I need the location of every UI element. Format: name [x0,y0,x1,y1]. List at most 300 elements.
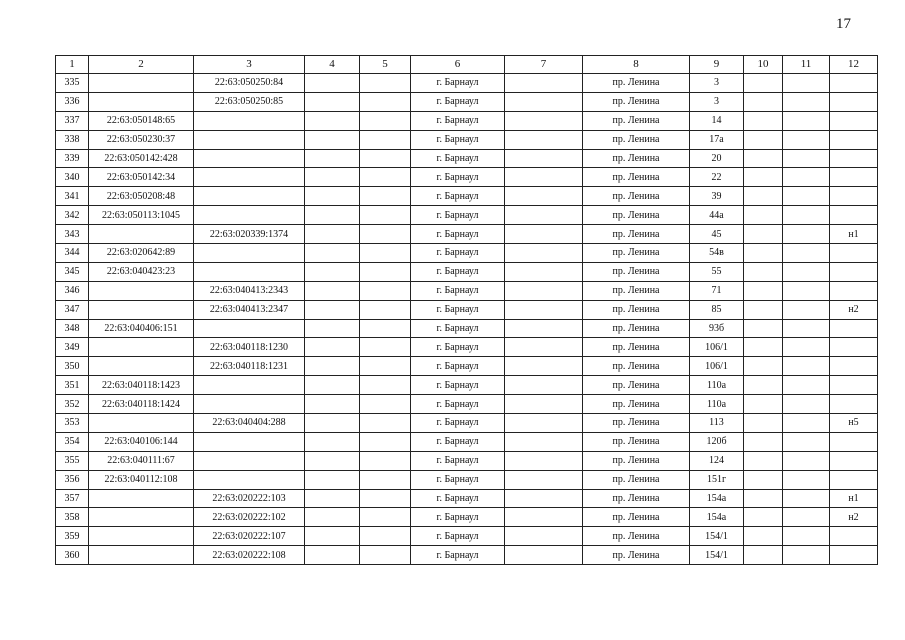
cell-cadastral-number-land [89,225,194,244]
cell-cadastral-number-object [194,470,305,489]
cell-note [830,74,878,93]
cell-house-number: 3 [690,74,744,93]
cell-col-5 [360,432,411,451]
cell-col-7 [505,187,583,206]
cell-house-number: 39 [690,187,744,206]
cell-col-11 [783,470,830,489]
cell-col-4 [305,111,360,130]
cell-col-7 [505,168,583,187]
cell-row-number: 340 [56,168,89,187]
cell-cadastral-number-land: 22:63:050142:34 [89,168,194,187]
table-row [56,470,878,489]
cell-house-number: 54в [690,244,744,263]
cell-settlement: г. Барнаул [411,489,505,508]
table-body [56,74,878,565]
table-row [56,281,878,300]
cell-row-number: 360 [56,546,89,565]
table-row [56,395,878,414]
cell-street: пр. Ленина [583,338,690,357]
cell-house-number: 154а [690,489,744,508]
cell-col-4 [305,470,360,489]
cell-col-4 [305,149,360,168]
cell-cadastral-number-object: 22:63:040413:2343 [194,281,305,300]
cell-cadastral-number-object: 22:63:050250:85 [194,92,305,111]
cell-street: пр. Ленина [583,451,690,470]
cell-col-4 [305,187,360,206]
table-row [56,206,878,225]
cell-settlement: г. Барнаул [411,432,505,451]
cell-col-5 [360,187,411,206]
table-row [56,489,878,508]
cell-col-7 [505,508,583,527]
cell-col-4 [305,508,360,527]
cell-note [830,395,878,414]
cell-note [830,357,878,376]
cell-row-number: 359 [56,527,89,546]
cell-col-7 [505,206,583,225]
cell-col-7 [505,244,583,263]
cell-row-number: 354 [56,432,89,451]
cell-col-7 [505,281,583,300]
cell-street: пр. Ленина [583,300,690,319]
column-header-12: 12 [830,56,878,74]
cell-cadastral-number-land [89,489,194,508]
cell-cadastral-number-object [194,262,305,281]
cell-cadastral-number-land [89,527,194,546]
cell-col-10 [744,262,783,281]
cell-settlement: г. Барнаул [411,546,505,565]
column-header-1: 1 [56,56,89,74]
table-row [56,319,878,338]
cell-cadastral-number-object [194,244,305,263]
cell-house-number: 44а [690,206,744,225]
cell-cadastral-number-object [194,111,305,130]
table-row [56,546,878,565]
table-row [56,508,878,527]
cell-col-5 [360,225,411,244]
cell-cadastral-number-land [89,300,194,319]
cell-cadastral-number-land [89,74,194,93]
cell-street: пр. Ленина [583,244,690,263]
table-row [56,262,878,281]
cell-col-11 [783,432,830,451]
cell-col-10 [744,187,783,206]
cell-row-number: 345 [56,262,89,281]
cell-cadastral-number-object [194,130,305,149]
cell-house-number: 20 [690,149,744,168]
page-number: 17 [836,16,851,32]
cell-street: пр. Ленина [583,395,690,414]
cell-col-11 [783,414,830,433]
cell-col-10 [744,357,783,376]
cell-col-11 [783,338,830,357]
cell-col-4 [305,527,360,546]
cell-house-number: 113 [690,414,744,433]
column-header-7: 7 [505,56,583,74]
column-header-4: 4 [305,56,360,74]
cell-col-4 [305,281,360,300]
cell-note: н5 [830,414,878,433]
cell-row-number: 346 [56,281,89,300]
cell-house-number: 110а [690,376,744,395]
cell-cadastral-number-land: 22:63:040118:1423 [89,376,194,395]
cell-cadastral-number-object: 22:63:040118:1231 [194,357,305,376]
table-row [56,414,878,433]
cell-cadastral-number-object [194,187,305,206]
cell-house-number: 45 [690,225,744,244]
table-row [56,187,878,206]
cell-col-5 [360,414,411,433]
cell-house-number: 22 [690,168,744,187]
cell-row-number: 349 [56,338,89,357]
cell-col-11 [783,74,830,93]
cell-street: пр. Ленина [583,376,690,395]
cell-cadastral-number-object: 22:63:040404:288 [194,414,305,433]
cell-note [830,206,878,225]
cell-col-10 [744,451,783,470]
cell-cadastral-number-object [194,451,305,470]
cell-col-5 [360,338,411,357]
table-row [56,74,878,93]
cell-street: пр. Ленина [583,111,690,130]
cell-settlement: г. Барнаул [411,130,505,149]
cell-col-11 [783,281,830,300]
cell-note [830,168,878,187]
cell-house-number: 71 [690,281,744,300]
cell-note [830,470,878,489]
cell-street: пр. Ленина [583,527,690,546]
cell-note [830,187,878,206]
cell-col-5 [360,395,411,414]
cell-row-number: 352 [56,395,89,414]
cell-settlement: г. Барнаул [411,527,505,546]
cell-col-5 [360,376,411,395]
cell-settlement: г. Барнаул [411,451,505,470]
cell-cadastral-number-land: 22:63:050208:48 [89,187,194,206]
cell-cadastral-number-object: 22:63:020222:108 [194,546,305,565]
cell-street: пр. Ленина [583,508,690,527]
cell-house-number: 3 [690,92,744,111]
table-row [56,168,878,187]
column-header-10: 10 [744,56,783,74]
cell-col-10 [744,168,783,187]
cell-cadastral-number-object: 22:63:050250:84 [194,74,305,93]
cell-col-10 [744,92,783,111]
cell-street: пр. Ленина [583,281,690,300]
header-row [56,56,878,74]
cell-row-number: 336 [56,92,89,111]
cell-col-7 [505,395,583,414]
cell-house-number: 124 [690,451,744,470]
cell-col-11 [783,262,830,281]
column-header-8: 8 [583,56,690,74]
cell-col-11 [783,395,830,414]
cell-col-7 [505,130,583,149]
cell-cadastral-number-land [89,357,194,376]
cell-col-4 [305,451,360,470]
cell-cadastral-number-object [194,168,305,187]
cell-settlement: г. Барнаул [411,206,505,225]
cell-col-5 [360,527,411,546]
cell-note [830,92,878,111]
cell-cadastral-number-land: 22:63:050113:1045 [89,206,194,225]
cell-note [830,376,878,395]
cell-street: пр. Ленина [583,130,690,149]
cell-street: пр. Ленина [583,149,690,168]
cell-col-11 [783,225,830,244]
cell-settlement: г. Барнаул [411,149,505,168]
cell-cadastral-number-object [194,319,305,338]
cell-settlement: г. Барнаул [411,281,505,300]
cell-street: пр. Ленина [583,74,690,93]
cell-row-number: 358 [56,508,89,527]
column-header-3: 3 [194,56,305,74]
cell-col-11 [783,111,830,130]
cell-col-10 [744,300,783,319]
cell-col-11 [783,527,830,546]
cell-cadastral-number-land: 22:63:040406:151 [89,319,194,338]
cell-col-7 [505,414,583,433]
cell-row-number: 347 [56,300,89,319]
cell-row-number: 353 [56,414,89,433]
cell-col-4 [305,357,360,376]
cell-street: пр. Ленина [583,546,690,565]
cell-col-5 [360,300,411,319]
cell-col-5 [360,546,411,565]
cell-note: н1 [830,225,878,244]
cell-street: пр. Ленина [583,262,690,281]
cell-col-7 [505,527,583,546]
cell-row-number: 335 [56,74,89,93]
cell-cadastral-number-land: 22:63:020642:89 [89,244,194,263]
cell-note [830,130,878,149]
cell-col-11 [783,508,830,527]
cell-col-4 [305,300,360,319]
cell-street: пр. Ленина [583,319,690,338]
cell-col-10 [744,395,783,414]
cell-settlement: г. Барнаул [411,470,505,489]
cell-row-number: 343 [56,225,89,244]
table-row [56,376,878,395]
cell-house-number: 17а [690,130,744,149]
cell-col-10 [744,225,783,244]
cell-col-11 [783,130,830,149]
cell-col-10 [744,489,783,508]
cell-row-number: 355 [56,451,89,470]
cell-col-7 [505,376,583,395]
cell-street: пр. Ленина [583,187,690,206]
cell-cadastral-number-object: 22:63:020339:1374 [194,225,305,244]
cell-col-11 [783,244,830,263]
cell-col-10 [744,470,783,489]
cell-house-number: 106/1 [690,338,744,357]
cell-col-4 [305,414,360,433]
cell-row-number: 357 [56,489,89,508]
cell-street: пр. Ленина [583,225,690,244]
registry-table [55,55,878,565]
cell-settlement: г. Барнаул [411,74,505,93]
cell-col-7 [505,489,583,508]
cell-street: пр. Ленина [583,414,690,433]
cell-col-7 [505,74,583,93]
table-row [56,451,878,470]
cell-cadastral-number-land [89,508,194,527]
cell-col-4 [305,489,360,508]
cell-house-number: 85 [690,300,744,319]
table-row [56,357,878,376]
column-header-2: 2 [89,56,194,74]
cell-col-11 [783,546,830,565]
cell-settlement: г. Барнаул [411,111,505,130]
cell-col-7 [505,111,583,130]
table-row [56,225,878,244]
cell-col-7 [505,92,583,111]
cell-note [830,281,878,300]
cell-settlement: г. Барнаул [411,244,505,263]
cell-row-number: 342 [56,206,89,225]
cell-cadastral-number-object [194,432,305,451]
cell-cadastral-number-object [194,395,305,414]
cell-settlement: г. Барнаул [411,338,505,357]
cell-col-4 [305,168,360,187]
cell-col-10 [744,546,783,565]
cell-street: пр. Ленина [583,357,690,376]
cell-col-10 [744,74,783,93]
cell-col-11 [783,357,830,376]
cell-note [830,338,878,357]
cell-col-5 [360,92,411,111]
cell-col-4 [305,244,360,263]
table-row [56,92,878,111]
column-header-6: 6 [411,56,505,74]
cell-col-5 [360,451,411,470]
cell-col-5 [360,489,411,508]
cell-house-number: 93б [690,319,744,338]
cell-row-number: 344 [56,244,89,263]
cell-cadastral-number-land [89,281,194,300]
cell-settlement: г. Барнаул [411,168,505,187]
cell-col-10 [744,527,783,546]
cell-settlement: г. Барнаул [411,414,505,433]
cell-cadastral-number-land [89,414,194,433]
cell-col-10 [744,281,783,300]
cell-row-number: 341 [56,187,89,206]
cell-col-5 [360,262,411,281]
cell-col-11 [783,489,830,508]
cell-note: н2 [830,508,878,527]
cell-house-number: 120б [690,432,744,451]
cell-col-7 [505,432,583,451]
cell-note [830,244,878,263]
cell-col-11 [783,451,830,470]
cell-col-7 [505,225,583,244]
cell-cadastral-number-land [89,92,194,111]
cell-cadastral-number-land: 22:63:040106:144 [89,432,194,451]
cell-col-10 [744,414,783,433]
cell-cadastral-number-object: 22:63:020222:103 [194,489,305,508]
cell-col-4 [305,376,360,395]
cell-note [830,527,878,546]
cell-street: пр. Ленина [583,168,690,187]
cell-col-10 [744,508,783,527]
cell-col-10 [744,206,783,225]
cell-row-number: 337 [56,111,89,130]
cell-col-10 [744,111,783,130]
column-header-11: 11 [783,56,830,74]
cell-col-4 [305,262,360,281]
cell-cadastral-number-land: 22:63:040111:67 [89,451,194,470]
cell-col-5 [360,130,411,149]
cell-street: пр. Ленина [583,432,690,451]
cell-row-number: 350 [56,357,89,376]
cell-row-number: 351 [56,376,89,395]
cell-col-4 [305,319,360,338]
table-row [56,149,878,168]
cell-cadastral-number-land: 22:63:040118:1424 [89,395,194,414]
cell-col-10 [744,149,783,168]
cell-house-number: 106/1 [690,357,744,376]
cell-col-4 [305,338,360,357]
cell-street: пр. Ленина [583,470,690,489]
cell-col-11 [783,300,830,319]
cell-row-number: 339 [56,149,89,168]
cell-col-4 [305,206,360,225]
cell-col-5 [360,74,411,93]
cell-col-10 [744,338,783,357]
cell-settlement: г. Барнаул [411,319,505,338]
cell-street: пр. Ленина [583,92,690,111]
cell-row-number: 348 [56,319,89,338]
cell-col-7 [505,149,583,168]
cell-col-7 [505,546,583,565]
cell-street: пр. Ленина [583,206,690,225]
cell-col-11 [783,187,830,206]
column-header-5: 5 [360,56,411,74]
cell-col-5 [360,206,411,225]
cell-col-4 [305,395,360,414]
cell-house-number: 154а [690,508,744,527]
cell-settlement: г. Барнаул [411,357,505,376]
cell-street: пр. Ленина [583,489,690,508]
cell-note: н2 [830,300,878,319]
cell-note: н1 [830,489,878,508]
table-row [56,300,878,319]
cell-col-11 [783,168,830,187]
cell-house-number: 14 [690,111,744,130]
cell-col-10 [744,376,783,395]
cell-note [830,546,878,565]
cell-note [830,432,878,451]
column-header-9: 9 [690,56,744,74]
cell-col-7 [505,300,583,319]
table-row [56,244,878,263]
table-row [56,432,878,451]
cell-col-4 [305,92,360,111]
cell-col-11 [783,319,830,338]
cell-col-5 [360,470,411,489]
cell-house-number: 55 [690,262,744,281]
table-row [56,130,878,149]
cell-col-5 [360,508,411,527]
cell-cadastral-number-land: 22:63:050142:428 [89,149,194,168]
cell-col-5 [360,244,411,263]
cell-col-10 [744,130,783,149]
cell-settlement: г. Барнаул [411,508,505,527]
cell-note [830,149,878,168]
cell-settlement: г. Барнаул [411,395,505,414]
cell-col-10 [744,319,783,338]
cell-settlement: г. Барнаул [411,187,505,206]
